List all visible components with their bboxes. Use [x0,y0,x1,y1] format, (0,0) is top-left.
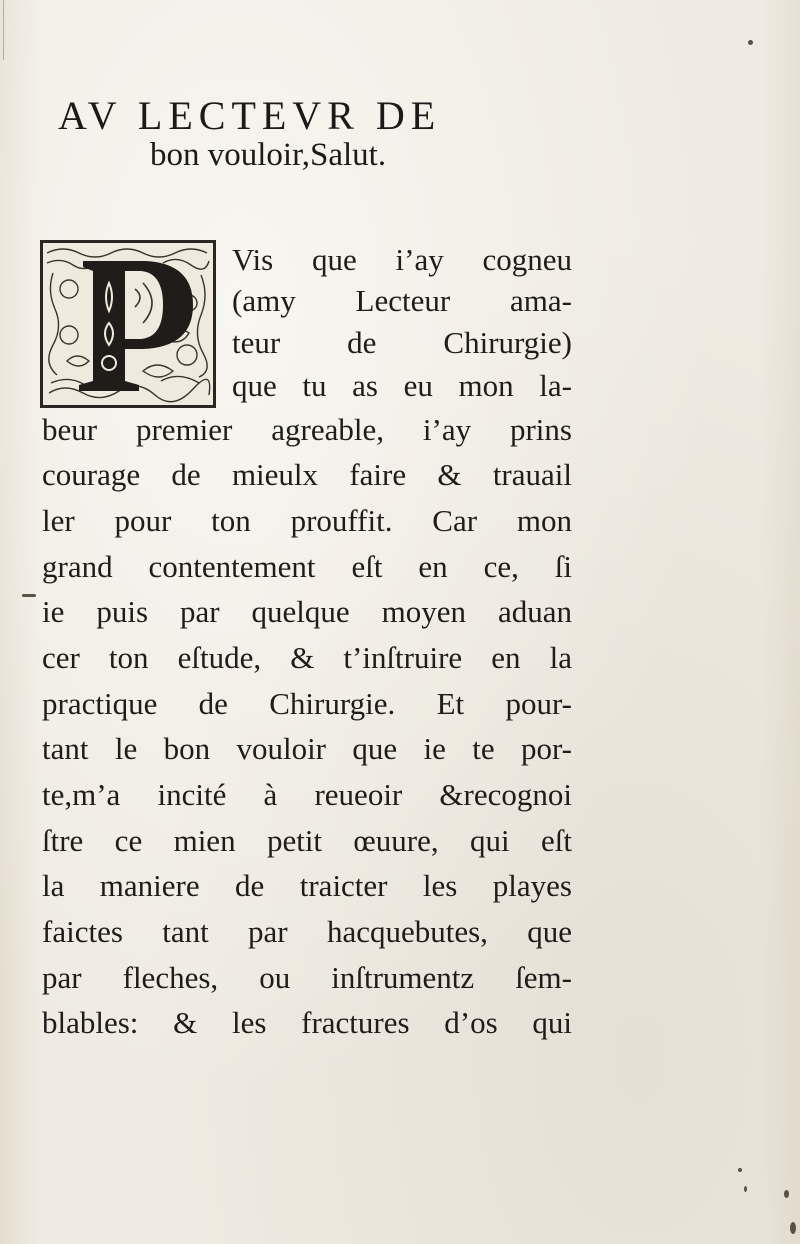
text-line: practique de Chirurgie. Et pour- [42,686,572,721]
heading-line-1: AV LECTEVR DE [58,93,442,138]
text-line: tant le bon vouloir que ie te por- [42,731,572,766]
text-line: (amy Lecteur ama- [232,283,572,318]
heading-line-2: bon vouloir,Salut. [150,137,387,173]
text-line: cer ton eſtude, & t’inſtruire en la [42,640,572,675]
text-line: te,m’a incité à reueoir &recognoi [42,777,572,812]
text-line: teur de Chirurgie) [232,325,572,360]
text-line: grand contentement eſt en ce, ſi [42,549,572,584]
drop-cap-initial [40,240,216,408]
ink-speck [738,1168,742,1172]
ornamental-initial-icon [43,243,213,405]
text-line: courage de mieulx faire & trauail [42,457,572,492]
text-line: faictes tant par hacquebutes, que [42,914,572,949]
ink-speck [748,40,753,45]
text-line: blables: & les fractures d’os qui [42,1005,572,1040]
text-line: Vis que i’ay cogneu [232,242,572,277]
text-line: par fleches, ou inſtrumentz ſem- [42,960,572,995]
ink-speck [790,1222,796,1234]
page-edge-mark [3,0,4,60]
ink-speck [744,1186,747,1192]
text-line: la maniere de traicter les playes [42,868,572,903]
ink-speck [784,1190,789,1198]
text-line: ie puis par quelque moyen aduan [42,594,572,629]
text-line: ler pour ton prouffit. Car mon [42,503,572,538]
text-line: ſtre ce mien petit œuure, qui eſt [42,823,572,858]
text-line: que tu as eu mon la- [232,368,572,403]
text-line: beur premier agreable, i’ay prins [42,412,572,447]
ink-speck [22,594,36,597]
